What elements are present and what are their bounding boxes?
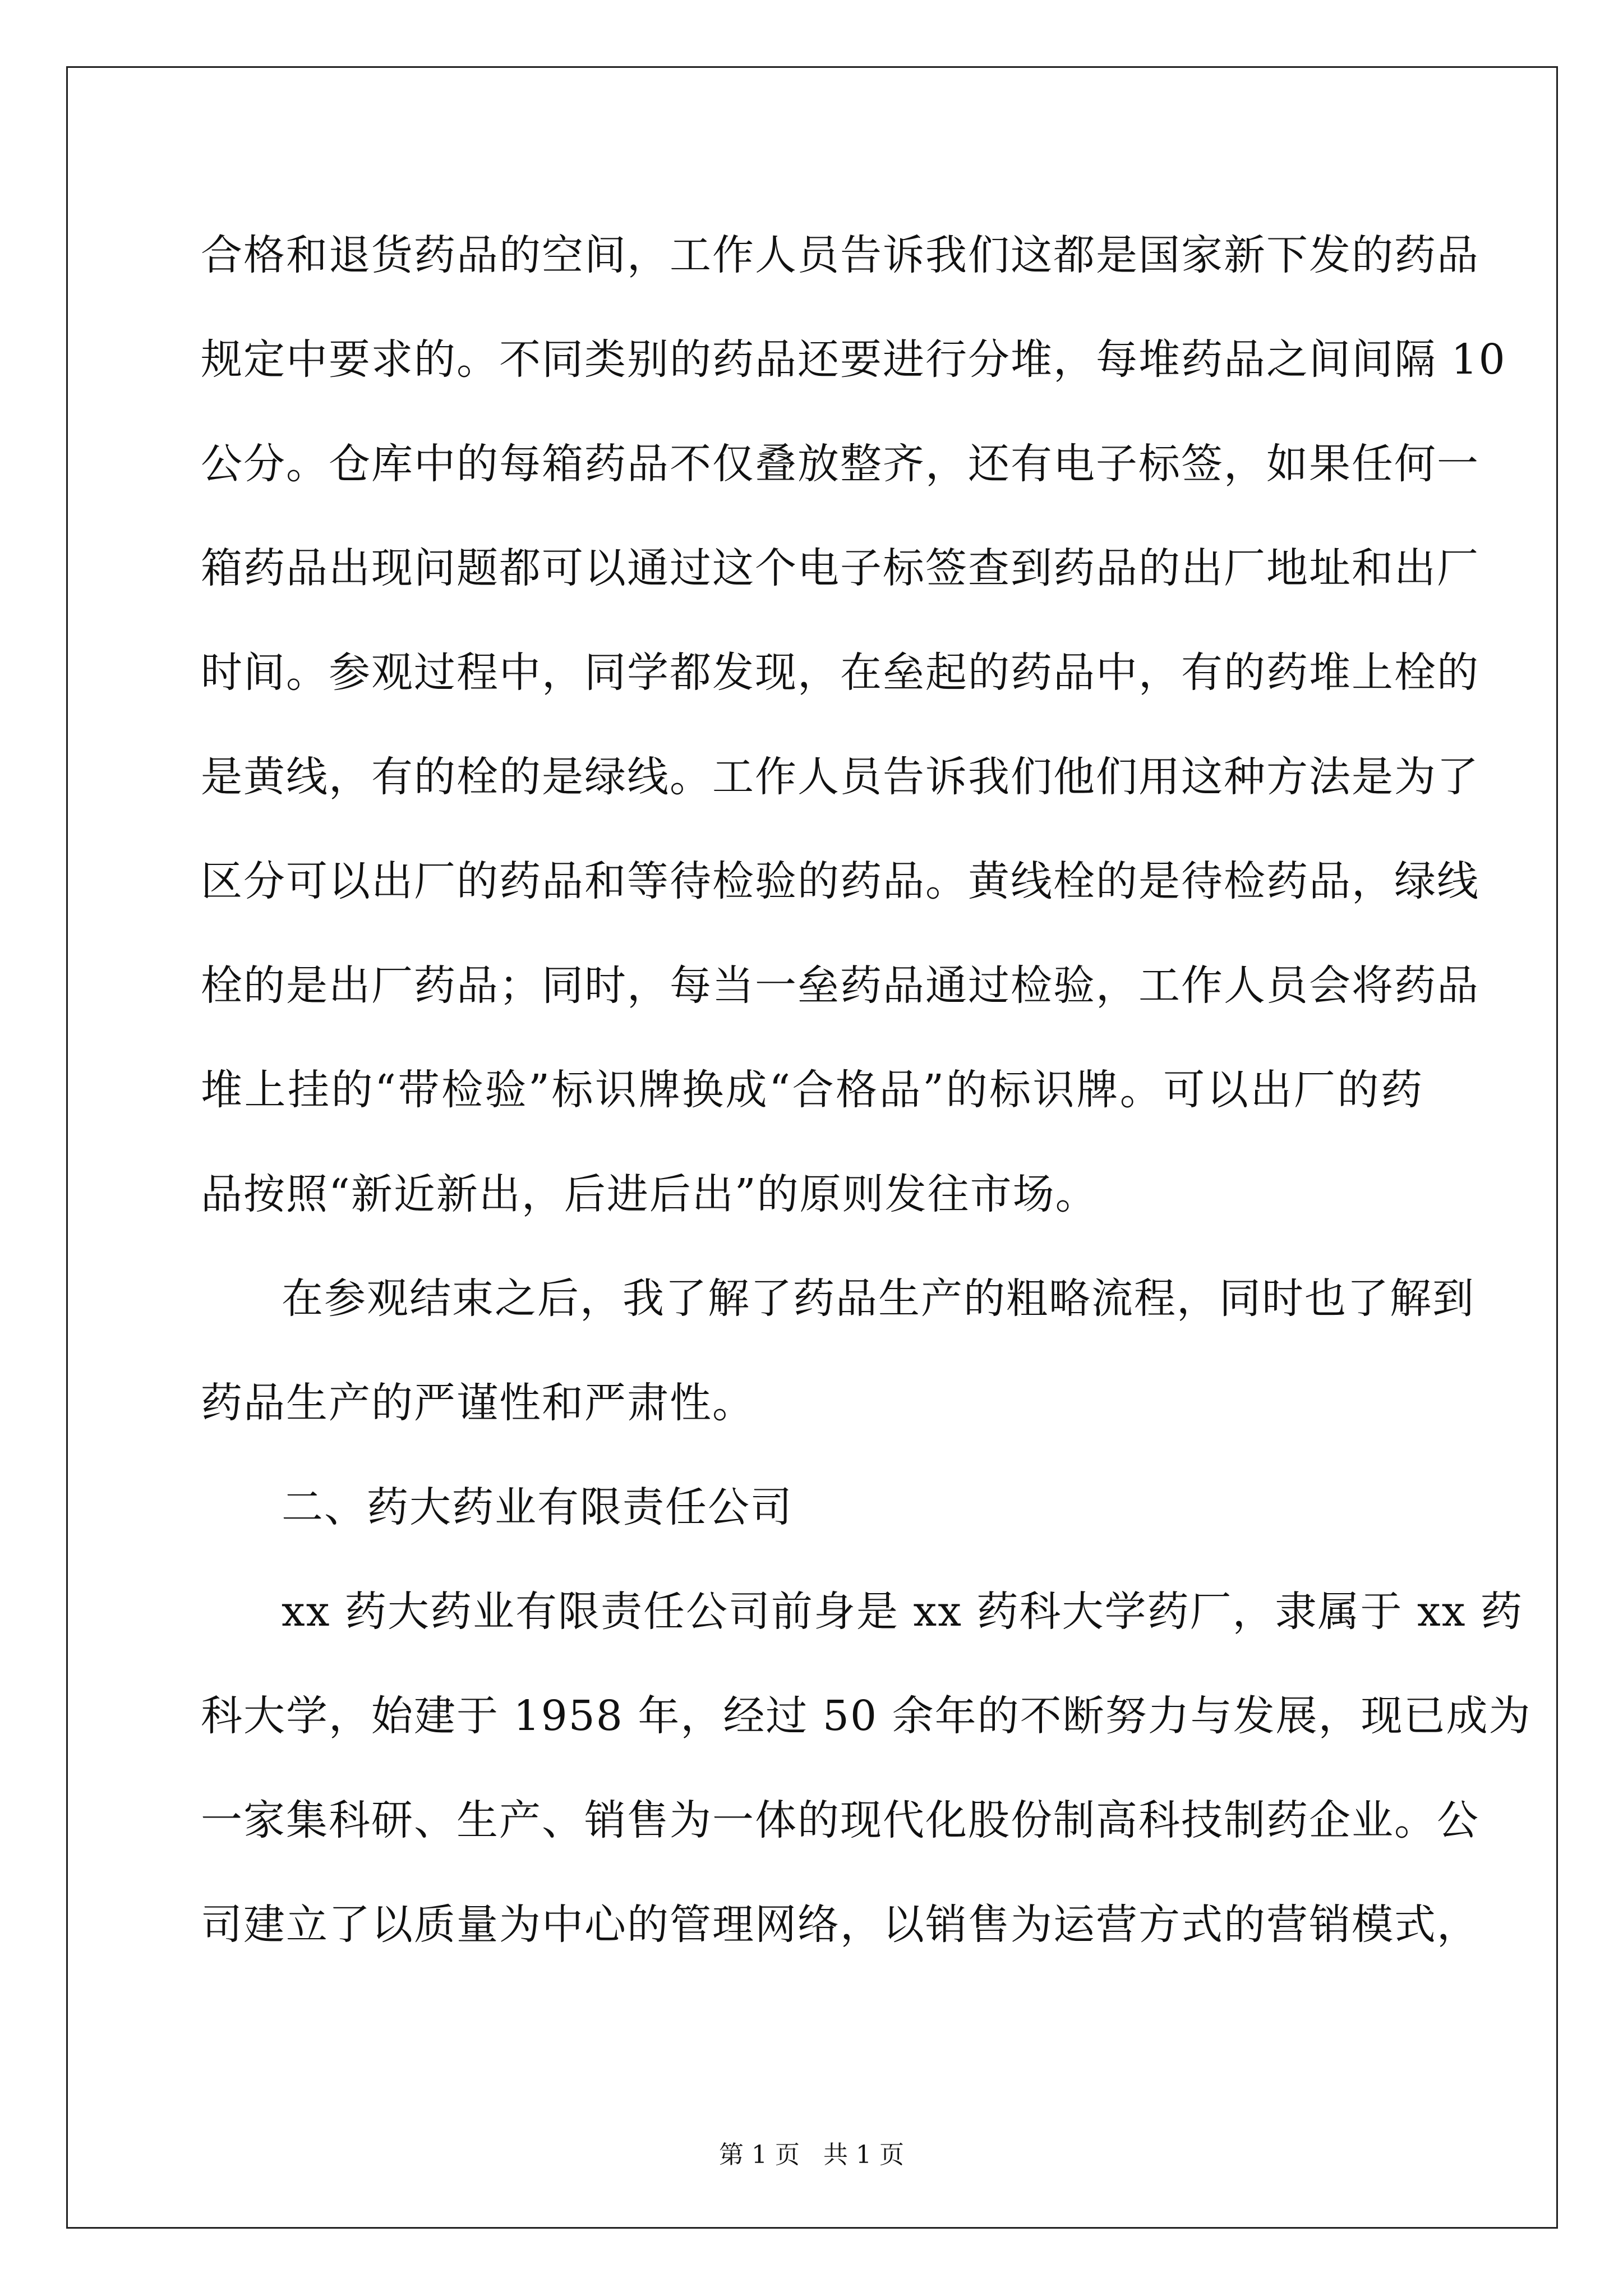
text-line: 合格和退货药品的空间，工作人员告诉我们这都是国家新下发的药品 [201,231,1479,279]
text-line: 箱药品出现问题都可以通过这个电子标签查到药品的出厂地址和出厂 [201,544,1479,592]
text-line: 栓的是出厂药品；同时，每当一垒药品通过检验，工作人员会将药品 [201,961,1479,1010]
text-line: 堆上挂的“带检验”标识牌换成“合格品”的标识牌。可以出厂的药 [201,1066,1423,1114]
text-line: 公分。仓库中的每箱药品不仅叠放整齐，还有电子标签，如果任何一 [201,440,1479,488]
document-body [201,203,1532,1977]
section-heading: 二、药大药业有限责任公司 [282,1483,793,1531]
text-line: xx 药大药业有限责任公司前身是 xx 药科大学药厂，隶属于 xx 药 [282,1588,1524,1636]
text-line: 规定中要求的。不同类别的药品还要进行分堆，每堆药品之间间隔 10 [201,335,1506,384]
text-line: 在参观结束之后，我了解了药品生产的粗略流程，同时也了解到 [282,1274,1475,1323]
text-line: 时间。参观过程中，同学都发现，在垒起的药品中，有的药堆上栓的 [201,648,1479,697]
text-line: 司建立了以质量为中心的管理网络，以销售为运营方式的营销模式， [201,1901,1479,1949]
text-line: 区分可以出厂的药品和等待检验的药品。黄线栓的是待检药品，绿线 [201,857,1479,905]
text-line: 一家集科研、生产、销售为一体的现代化股份制高科技制药企业。公 [201,1796,1479,1844]
text-line: 科大学，始建于 1958 年，经过 50 余年的不断努力与发展，现已成为 [201,1692,1532,1740]
text-line: 是黄线，有的栓的是绿线。工作人员告诉我们他们用这种方法是为了 [201,753,1479,801]
page-footer: 第 1 页 共 1 页 [719,2141,904,2169]
text-line: 品按照“新近新出，后进后出”的原则发往市场。 [201,1170,1098,1218]
text-line: 药品生产的严谨性和严肃性。 [201,1379,755,1427]
